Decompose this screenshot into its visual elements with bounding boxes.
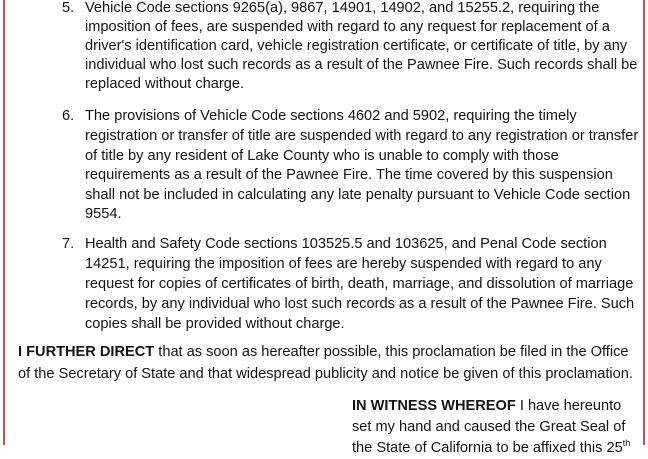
paragraph-line: of the Secretary of State and that widespread publicity and notice be given of this proclamation. [18,366,633,382]
item-line: driver's identification card, vehicle registration certificate, or certificate of title, by any [85,38,628,54]
paragraph-line [18,341,640,363]
left-border-line [3,0,5,445]
item-line: Health and Safety Code sections 103525.5 and 103625, and Penal Code section [85,236,607,252]
item-line: 14251, requiring the imposition of fees are hereby suspended with regard to any [85,256,602,272]
witness-text: the State of California to be affixed this 25 [352,440,623,456]
item-line: The provisions of Vehicle Code sections 4602 and 5902, requiring the timely [85,108,577,124]
item-line: copies shall be provided without charge. [85,316,345,332]
item-line: 9554. [85,206,122,222]
item-line: registration or transfer of title are suspended with regard to any registration or transfer [85,128,639,144]
witness-line: set my hand and caused the Great Seal of [352,419,626,435]
item-line: shall not be included in calculating any late penalty pursuant to Vehicle Code section [85,187,631,203]
witness-block [352,396,630,459]
paragraph-text: that as soon as hereafter possible, this proclamation be filed in the Office [154,344,629,360]
item-line: requirements as a result of the Pawnee Fire. The time covered by this suspension [85,167,613,183]
witness-line [352,438,630,459]
item-line: individual who lost such records as a result of the Pawnee Fire. Such records shall be [85,57,638,73]
witness-lead: IN WITNESS WHEREOF [352,398,516,414]
item-line: imposition of fees, are suspended with regard to any request for replacement of a [85,19,610,35]
item-line: request for copies of certificates of birth, death, marriage, and dissolution of marriage [85,276,634,292]
witness-text: I have hereunto [515,398,622,414]
right-border-line [643,0,645,445]
item-line: records, by any individual who lost such records as a result of the Pawnee Fire. Such [85,296,635,312]
item-line: of title by any resident of Lake County who is unable to comply with those [85,148,559,164]
further-direct-lead: I FURTHER DIRECT [18,344,155,360]
further-direct-paragraph [18,341,640,385]
item-number: 6. [62,108,75,124]
item-line: replaced without charge. [85,76,245,92]
witness-line [352,396,630,417]
item-number: 5. [62,0,75,16]
item-line: Vehicle Code sections 9265(a), 9867, 14901, 14902, and 15255.2, requiring the [85,0,600,16]
item-number: 7. [62,236,75,252]
ordinal-suffix: th [622,438,631,449]
